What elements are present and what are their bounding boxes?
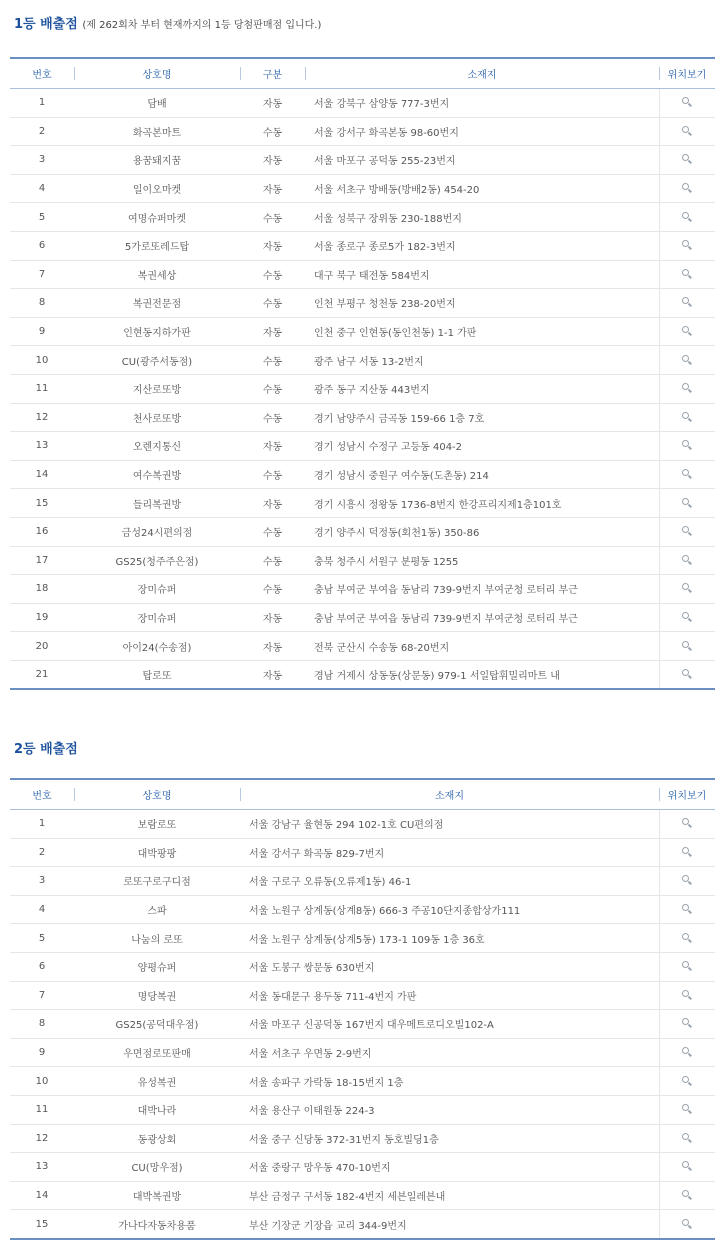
- store-name: 5가로또레드탑: [74, 231, 240, 260]
- row-number: 1: [10, 89, 74, 118]
- store-address: 서울 동대문구 용두동 711-4번지 가판: [240, 981, 659, 1010]
- magnifier-icon[interactable]: [682, 1190, 692, 1200]
- table-row: [10, 146, 715, 175]
- store-address: 서울 도봉구 쌍문동 630번지: [240, 952, 659, 981]
- magnifier-icon[interactable]: [682, 1104, 692, 1114]
- view-location-button[interactable]: [659, 146, 715, 175]
- col-header-address: 소재지: [240, 779, 659, 810]
- store-name: 대박복권방: [74, 1181, 240, 1210]
- table-row: [10, 89, 715, 118]
- purchase-type: 수동: [240, 374, 305, 403]
- table-row: [10, 346, 715, 375]
- view-location-button[interactable]: [659, 203, 715, 232]
- table-row: [10, 810, 715, 839]
- store-name: GS25(청주주은점): [74, 546, 240, 575]
- view-location-button[interactable]: [659, 1153, 715, 1182]
- view-location-button[interactable]: [659, 895, 715, 924]
- table-row: [10, 895, 715, 924]
- view-location-button[interactable]: [659, 1067, 715, 1096]
- store-name: 장미슈퍼: [74, 575, 240, 604]
- store-name: 담배: [74, 89, 240, 118]
- table-row: [10, 1038, 715, 1067]
- magnifier-icon[interactable]: [682, 412, 692, 422]
- row-number: 17: [10, 546, 74, 575]
- magnifier-icon[interactable]: [682, 183, 692, 193]
- table-row: [10, 374, 715, 403]
- row-number: 7: [10, 981, 74, 1010]
- row-number: 3: [10, 146, 74, 175]
- view-location-button[interactable]: [659, 346, 715, 375]
- store-address: 서울 중구 신당동 372-31번지 동호빌딩1층: [240, 1124, 659, 1153]
- magnifier-icon[interactable]: [682, 269, 692, 279]
- store-address: 서울 서초구 방배동(방배2동) 454-20: [305, 174, 659, 203]
- store-name: 복권전문점: [74, 289, 240, 318]
- store-address: 서울 강서구 화곡본동 98-60번지: [305, 117, 659, 146]
- store-name: 지산로또방: [74, 374, 240, 403]
- store-address: 부산 기장군 기장읍 교리 344-9번지: [249, 1220, 407, 1232]
- purchase-type: 자동: [240, 317, 305, 346]
- table-row: [10, 117, 715, 146]
- magnifier-icon[interactable]: [682, 1047, 692, 1057]
- section1-heading: 1등 배출점: [14, 17, 78, 32]
- table-row: [10, 1210, 715, 1239]
- table-row: [10, 517, 715, 546]
- col-header-no: 번호: [10, 779, 74, 810]
- store-name: 오렌지통신: [74, 432, 240, 461]
- store-name: 금성24시편의점: [74, 517, 240, 546]
- store-name: 아이24(수송점): [74, 632, 240, 661]
- store-name: 스파: [74, 895, 240, 924]
- store-name: 여명슈퍼마켓: [74, 203, 240, 232]
- store-address: 광주 동구 지산동 443번지: [305, 374, 659, 403]
- view-location-button[interactable]: [659, 89, 715, 118]
- row-number: 13: [10, 432, 74, 461]
- purchase-type: 수동: [240, 517, 305, 546]
- store-address: 서울 마포구 공덕동 255-23번지: [305, 146, 659, 175]
- magnifier-icon[interactable]: [682, 990, 692, 1000]
- view-location-button[interactable]: [659, 517, 715, 546]
- section1-note: (제 262회차 부터 현재까지의 1등 당첨판매점 입니다.): [82, 20, 322, 31]
- magnifier-icon[interactable]: [682, 1018, 692, 1028]
- row-number: 14: [10, 1181, 74, 1210]
- store-address: 충북 청주시 서원구 분평동 1255: [305, 546, 659, 575]
- view-location-button[interactable]: [659, 1010, 715, 1039]
- table-row: [10, 489, 715, 518]
- store-address: 서울 서초구 우면동 2-9번지: [240, 1038, 659, 1067]
- magnifier-icon[interactable]: [682, 904, 692, 914]
- purchase-type: 자동: [262, 671, 283, 683]
- magnifier-icon[interactable]: [682, 240, 692, 250]
- store-name: 탑로또: [142, 671, 172, 683]
- store-name: CU(망우점): [74, 1153, 240, 1182]
- section2-heading: 2등 배출점: [14, 742, 78, 757]
- table-header-row: [10, 58, 715, 89]
- row-number: 20: [10, 632, 74, 661]
- row-number: 6: [10, 231, 74, 260]
- table-row: [10, 1181, 715, 1210]
- view-location-button[interactable]: [659, 603, 715, 632]
- magnifier-icon[interactable]: [682, 555, 692, 565]
- store-name: 천사로또방: [74, 403, 240, 432]
- magnifier-icon[interactable]: [682, 440, 692, 450]
- row-number: 11: [10, 374, 74, 403]
- table-row: [10, 403, 715, 432]
- row-number: 9: [10, 1038, 74, 1067]
- store-address: 서울 강남구 율현동 294 102-1호 CU편의점: [240, 810, 659, 839]
- table-row: [10, 1124, 715, 1153]
- row-number: 15: [35, 1218, 49, 1230]
- col-header-name: 상호명: [74, 779, 240, 810]
- row-number: 2: [10, 838, 74, 867]
- store-name: 복권세상: [74, 260, 240, 289]
- row-number: 5: [10, 924, 74, 953]
- store-name: 용꿈돼지꿈: [74, 146, 240, 175]
- row-number: 6: [10, 952, 74, 981]
- view-location-button[interactable]: [659, 952, 715, 981]
- table-row: [10, 1095, 715, 1124]
- magnifier-icon[interactable]: [682, 583, 692, 593]
- view-location-button[interactable]: [659, 660, 715, 689]
- store-name: 로또구로구디점: [74, 867, 240, 896]
- row-number: 10: [10, 346, 74, 375]
- row-number: 5: [10, 203, 74, 232]
- store-name: CU(광주서동점): [74, 346, 240, 375]
- view-location-button[interactable]: [659, 1124, 715, 1153]
- store-address: 경기 양주시 덕정동(회천1동) 350-86: [305, 517, 659, 546]
- first-prize-rows: [10, 89, 715, 690]
- purchase-type: 수동: [240, 575, 305, 604]
- table-row: [10, 632, 715, 661]
- magnifier-icon[interactable]: [682, 212, 692, 222]
- store-name: 인현동지하가판: [74, 317, 240, 346]
- store-name: 보람로또: [74, 810, 240, 839]
- table-row: [10, 174, 715, 203]
- table-row: [10, 317, 715, 346]
- table-row: [10, 867, 715, 896]
- store-name: 명당복권: [74, 981, 240, 1010]
- view-location-button[interactable]: [659, 1038, 715, 1067]
- purchase-type: 자동: [240, 432, 305, 461]
- row-number: 13: [10, 1153, 74, 1182]
- table-row: [10, 575, 715, 604]
- store-name: GS25(공덕대우점): [74, 1010, 240, 1039]
- row-number: 12: [10, 403, 74, 432]
- row-number: 1: [10, 810, 74, 839]
- col-header-location: 위치보기: [659, 779, 715, 810]
- magnifier-icon[interactable]: [682, 818, 692, 828]
- view-location-button[interactable]: [659, 260, 715, 289]
- view-location-button[interactable]: [659, 632, 715, 661]
- magnifier-icon[interactable]: [682, 1219, 692, 1229]
- view-location-button[interactable]: [659, 374, 715, 403]
- purchase-type: 자동: [240, 146, 305, 175]
- store-address: 경기 성남시 수정구 고등동 404-2: [305, 432, 659, 461]
- store-address: 서울 노원구 상계동(상계8동) 666-3 주공10단지종합상가111: [240, 895, 659, 924]
- magnifier-icon[interactable]: [682, 847, 692, 857]
- view-location-button[interactable]: [659, 838, 715, 867]
- store-name: 나눔의 로또: [74, 924, 240, 953]
- store-address: 경기 시흥시 정왕동 1736-8번지 한강프리지제1층101호: [305, 489, 659, 518]
- table-row: [10, 460, 715, 489]
- magnifier-icon[interactable]: [682, 126, 692, 136]
- magnifier-icon[interactable]: [682, 326, 692, 336]
- store-address: 인천 부평구 청천동 238-20번지: [305, 289, 659, 318]
- row-number: 16: [10, 517, 74, 546]
- col-header-type: 구분: [240, 58, 305, 89]
- store-address: 서울 구로구 오류동(오류제1동) 46-1: [240, 867, 659, 896]
- view-location-button[interactable]: [659, 1095, 715, 1124]
- table-row: [10, 546, 715, 575]
- col-header-location: 위치보기: [659, 58, 715, 89]
- row-number: 3: [10, 867, 74, 896]
- purchase-type: 수동: [240, 460, 305, 489]
- store-name: 대박팡팡: [74, 838, 240, 867]
- first-prize-table: [10, 57, 715, 690]
- table-row: [10, 231, 715, 260]
- store-address: 경기 남양주시 금곡동 159-66 1층 7호: [305, 403, 659, 432]
- magnifier-icon[interactable]: [682, 498, 692, 508]
- magnifier-icon[interactable]: [682, 383, 692, 393]
- purchase-type: 자동: [240, 603, 305, 632]
- magnifier-icon[interactable]: [682, 875, 692, 885]
- row-number: 21: [35, 669, 49, 681]
- store-address: 경남 거제시 상동동(상문동) 979-1 서일탑휘밀리마트 내: [314, 671, 560, 683]
- table-row: [10, 838, 715, 867]
- store-address: 서울 성북구 장위동 230-188번지: [305, 203, 659, 232]
- row-number: 12: [10, 1124, 74, 1153]
- store-name: 여수복권방: [74, 460, 240, 489]
- view-location-button[interactable]: [659, 810, 715, 839]
- purchase-type: 자동: [240, 489, 305, 518]
- purchase-type: 수동: [240, 346, 305, 375]
- row-number: 18: [10, 575, 74, 604]
- store-name: 들리복권방: [74, 489, 240, 518]
- col-header-name: 상호명: [74, 58, 240, 89]
- row-number: 4: [10, 174, 74, 203]
- table-row: [10, 924, 715, 953]
- purchase-type: 수동: [240, 117, 305, 146]
- purchase-type: 수동: [240, 403, 305, 432]
- row-number: 11: [10, 1095, 74, 1124]
- purchase-type: 자동: [240, 231, 305, 260]
- magnifier-icon[interactable]: [682, 526, 692, 536]
- store-name: 양평슈퍼: [74, 952, 240, 981]
- section1-title: [14, 13, 321, 32]
- view-location-button[interactable]: [659, 575, 715, 604]
- view-location-button[interactable]: [659, 489, 715, 518]
- view-location-button[interactable]: [659, 432, 715, 461]
- row-number: 7: [10, 260, 74, 289]
- store-name: 동광상회: [74, 1124, 240, 1153]
- row-number: 15: [10, 489, 74, 518]
- magnifier-icon[interactable]: [682, 1133, 692, 1143]
- view-location-button[interactable]: [659, 1181, 715, 1210]
- view-location-button[interactable]: [659, 174, 715, 203]
- store-name: 장미슈퍼: [74, 603, 240, 632]
- magnifier-icon[interactable]: [682, 961, 692, 971]
- store-address: 부산 금정구 구서동 182-4번지 세븐일레븐내: [240, 1181, 659, 1210]
- store-address: 서울 강서구 화곡동 829-7번지: [240, 838, 659, 867]
- store-name: 대박나라: [74, 1095, 240, 1124]
- view-location-button[interactable]: [659, 403, 715, 432]
- magnifier-icon[interactable]: [682, 641, 692, 651]
- store-address: 서울 노원구 상계동(상계5동) 173-1 109동 1층 36호: [240, 924, 659, 953]
- table-header-row: [10, 779, 715, 810]
- store-address: 전북 군산시 수송동 68-20번지: [305, 632, 659, 661]
- view-location-button[interactable]: [659, 289, 715, 318]
- store-name: 가나다자동차용품: [118, 1220, 196, 1232]
- store-address: 충남 부여군 부여읍 동남리 739-9번지 부여군청 로터리 부근: [305, 575, 659, 604]
- view-location-button[interactable]: [659, 981, 715, 1010]
- store-address: 인천 중구 인현동(동인천동) 1-1 가판: [305, 317, 659, 346]
- table-row: [10, 432, 715, 461]
- view-location-button[interactable]: [659, 924, 715, 953]
- table-row: [10, 603, 715, 632]
- table-row: [10, 660, 715, 689]
- magnifier-icon[interactable]: [682, 669, 692, 679]
- table-row: [10, 981, 715, 1010]
- view-location-button[interactable]: [659, 460, 715, 489]
- view-location-button[interactable]: [659, 1210, 715, 1239]
- table-row: [10, 203, 715, 232]
- purchase-type: 수동: [240, 289, 305, 318]
- table-row: [10, 260, 715, 289]
- row-number: 14: [10, 460, 74, 489]
- store-address: 서울 강북구 삼양동 777-3번지: [305, 89, 659, 118]
- view-location-button[interactable]: [659, 546, 715, 575]
- row-number: 8: [10, 289, 74, 318]
- row-number: 10: [10, 1067, 74, 1096]
- store-name: 유성복권: [74, 1067, 240, 1096]
- store-address: 서울 중랑구 망우동 470-10번지: [240, 1153, 659, 1182]
- purchase-type: 자동: [240, 174, 305, 203]
- table-row: [10, 1067, 715, 1096]
- store-address: 대구 북구 태전동 584번지: [305, 260, 659, 289]
- purchase-type: 자동: [240, 632, 305, 661]
- store-address: 충남 부여군 부여읍 동남리 739-9번지 부여군청 로터리 부근: [305, 603, 659, 632]
- table-row: [10, 1153, 715, 1182]
- magnifier-icon[interactable]: [682, 1076, 692, 1086]
- store-address: 광주 남구 서동 13-2번지: [305, 346, 659, 375]
- table-row: [10, 952, 715, 981]
- row-number: 8: [10, 1010, 74, 1039]
- magnifier-icon[interactable]: [682, 933, 692, 943]
- store-address: 서울 마포구 신공덕동 167번지 대우메트로디오빌102-A: [240, 1010, 659, 1039]
- view-location-button[interactable]: [659, 867, 715, 896]
- store-address: 서울 종로구 종로5가 182-3번지: [305, 231, 659, 260]
- magnifier-icon[interactable]: [682, 355, 692, 365]
- table-row: [10, 1010, 715, 1039]
- table-row: [10, 289, 715, 318]
- magnifier-icon[interactable]: [682, 297, 692, 307]
- purchase-type: 자동: [240, 89, 305, 118]
- store-address: 서울 송파구 가락동 18-15번지 1층: [240, 1067, 659, 1096]
- store-name: 일이오마켓: [74, 174, 240, 203]
- purchase-type: 수동: [240, 546, 305, 575]
- view-location-button[interactable]: [659, 231, 715, 260]
- second-prize-table: [10, 778, 715, 1240]
- row-number: 9: [10, 317, 74, 346]
- magnifier-icon[interactable]: [682, 612, 692, 622]
- store-address: 경기 성남시 중원구 여수동(도촌동) 214: [305, 460, 659, 489]
- purchase-type: 수동: [240, 203, 305, 232]
- row-number: 4: [10, 895, 74, 924]
- col-header-address: 소재지: [305, 58, 659, 89]
- magnifier-icon[interactable]: [682, 97, 692, 107]
- store-name: 우면점로또판매: [74, 1038, 240, 1067]
- magnifier-icon[interactable]: [682, 469, 692, 479]
- store-name: 화곡본마트: [74, 117, 240, 146]
- row-number: 19: [10, 603, 74, 632]
- col-header-no: 번호: [10, 58, 74, 89]
- second-prize-rows: [10, 810, 715, 1239]
- view-location-button[interactable]: [659, 117, 715, 146]
- magnifier-icon[interactable]: [682, 1161, 692, 1171]
- purchase-type: 수동: [240, 260, 305, 289]
- view-location-button[interactable]: [659, 317, 715, 346]
- row-number: 2: [10, 117, 74, 146]
- store-address: 서울 용산구 이태원동 224-3: [240, 1095, 659, 1124]
- section2-title: [14, 738, 78, 757]
- magnifier-icon[interactable]: [682, 154, 692, 164]
